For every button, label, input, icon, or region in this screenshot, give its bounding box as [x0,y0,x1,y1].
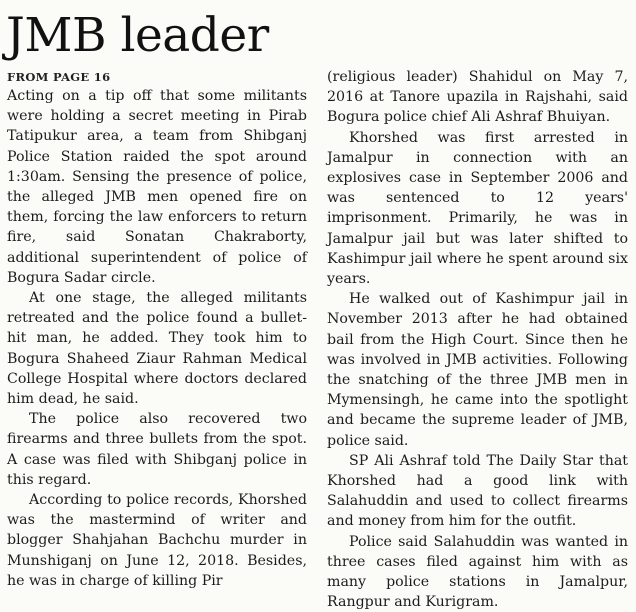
article-paragraph: Acting on a tip off that some militants were holding a secret meeting in Pirab Tatipukur area, a team from Shibganj Police Station raided the spot around 1:30am. Sensing the presence of police, the alleged JMB men opened fire on them, forcing the law enforcers to return fire, said Sonatan Chakraborty, additional superintendent of police of Bogura Sadar circle. [7,88,307,286]
article-paragraph: At one stage, the alleged militants retreated and the police found a bullet-hit man, he added. They took him to Bogura Shaheed Ziaur Rahman Medical College Hospital where doctors declared him dead, he said. [7,290,307,408]
article-paragraph: He walked out of Kashimpur jail in November 2013 after he had obtained bail from the High Court. Since then he was involved in JMB activities. Following the snatching of the three JMB men in Mymensingh, he came into the spotlight and became the supreme leader of JMB, police said. [327,291,628,449]
article-paragraph: SP Ali Ashraf told The Daily Star that Khorshed had a good link with Salahuddin and used to collect firearms and money from him for the outfit. [327,452,628,530]
headline: JMB leader [6,8,269,63]
article-paragraph: (religious leader) Shahidul on May 7, 2016 at Tanore upazila in Rajshahi, said Bogura police chief Ali Ashraf Bhuiyan. [327,69,628,126]
right-column [327,67,628,612]
article-paragraph: According to police records, Khorshed was the mastermind of writer and blogger Shahjahan Bachchu murder in Munshiganj on June 12, 2018. Besides, he was in charge of killing Pir [7,492,307,589]
article-paragraph: The police also recovered two firearms and three bullets from the spot. A case was filed with Shibganj police in this regard. [7,411,307,488]
left-column [7,86,307,591]
article-paragraph: Khorshed was first arrested in Jamalpur in connection with an explosives case in September 2006 and was sentenced to 12 years' imprisonment. Primarily, he was in Jamalpur jail but was later shifted to Kashimpur jail where he spent around six years. [327,129,628,288]
article-paragraph: Police said Salahuddin was wanted in three cases filed against him with as many police stations in Jamalpur, Rangpur and Kurigram. [327,533,628,611]
continuation-label: FROM PAGE 16 [7,70,111,84]
